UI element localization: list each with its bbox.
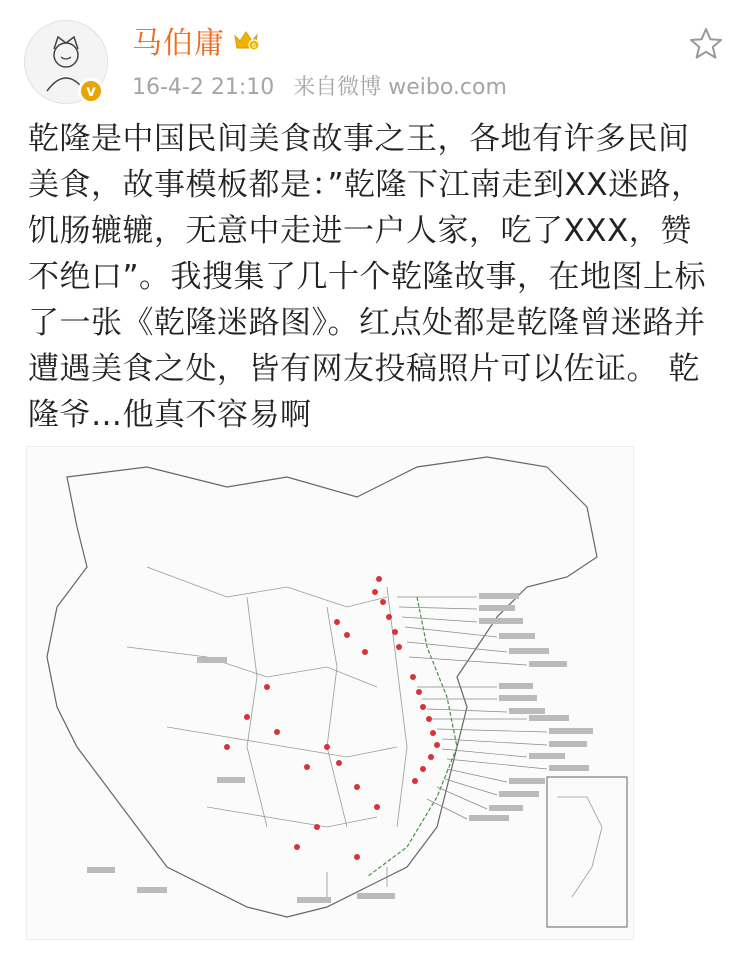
post-meta: [132, 70, 519, 101]
post-text: 乾隆是中国民间美食故事之王，各地有许多民间美食，故事模板都是：”乾隆下江南走到XX迷路，饥肠辘辘，无意中走进一户人家，吃了XXX，赞不绝口”。我搜集了几十个乾隆故事，在地图上标了一张《乾隆迷路图》。红点处都是乾隆曾迷路并遭遇美食之处，皆有网友投稿照片可以佐证。 乾隆爷…他真不容易啊: [28, 121, 707, 433]
post-image-map[interactable]: [26, 446, 634, 940]
crown-icon: [232, 28, 262, 52]
star-icon[interactable]: [688, 26, 724, 62]
china-map: [27, 447, 633, 939]
svg-text:6: 6: [251, 42, 257, 50]
timestamp[interactable]: 16-4-2 21:10: [132, 75, 275, 100]
verified-v-icon: v: [78, 78, 104, 104]
source-label[interactable]: 来自微博 weibo.com: [293, 75, 507, 100]
username[interactable]: 马伯庸: [132, 26, 225, 61]
